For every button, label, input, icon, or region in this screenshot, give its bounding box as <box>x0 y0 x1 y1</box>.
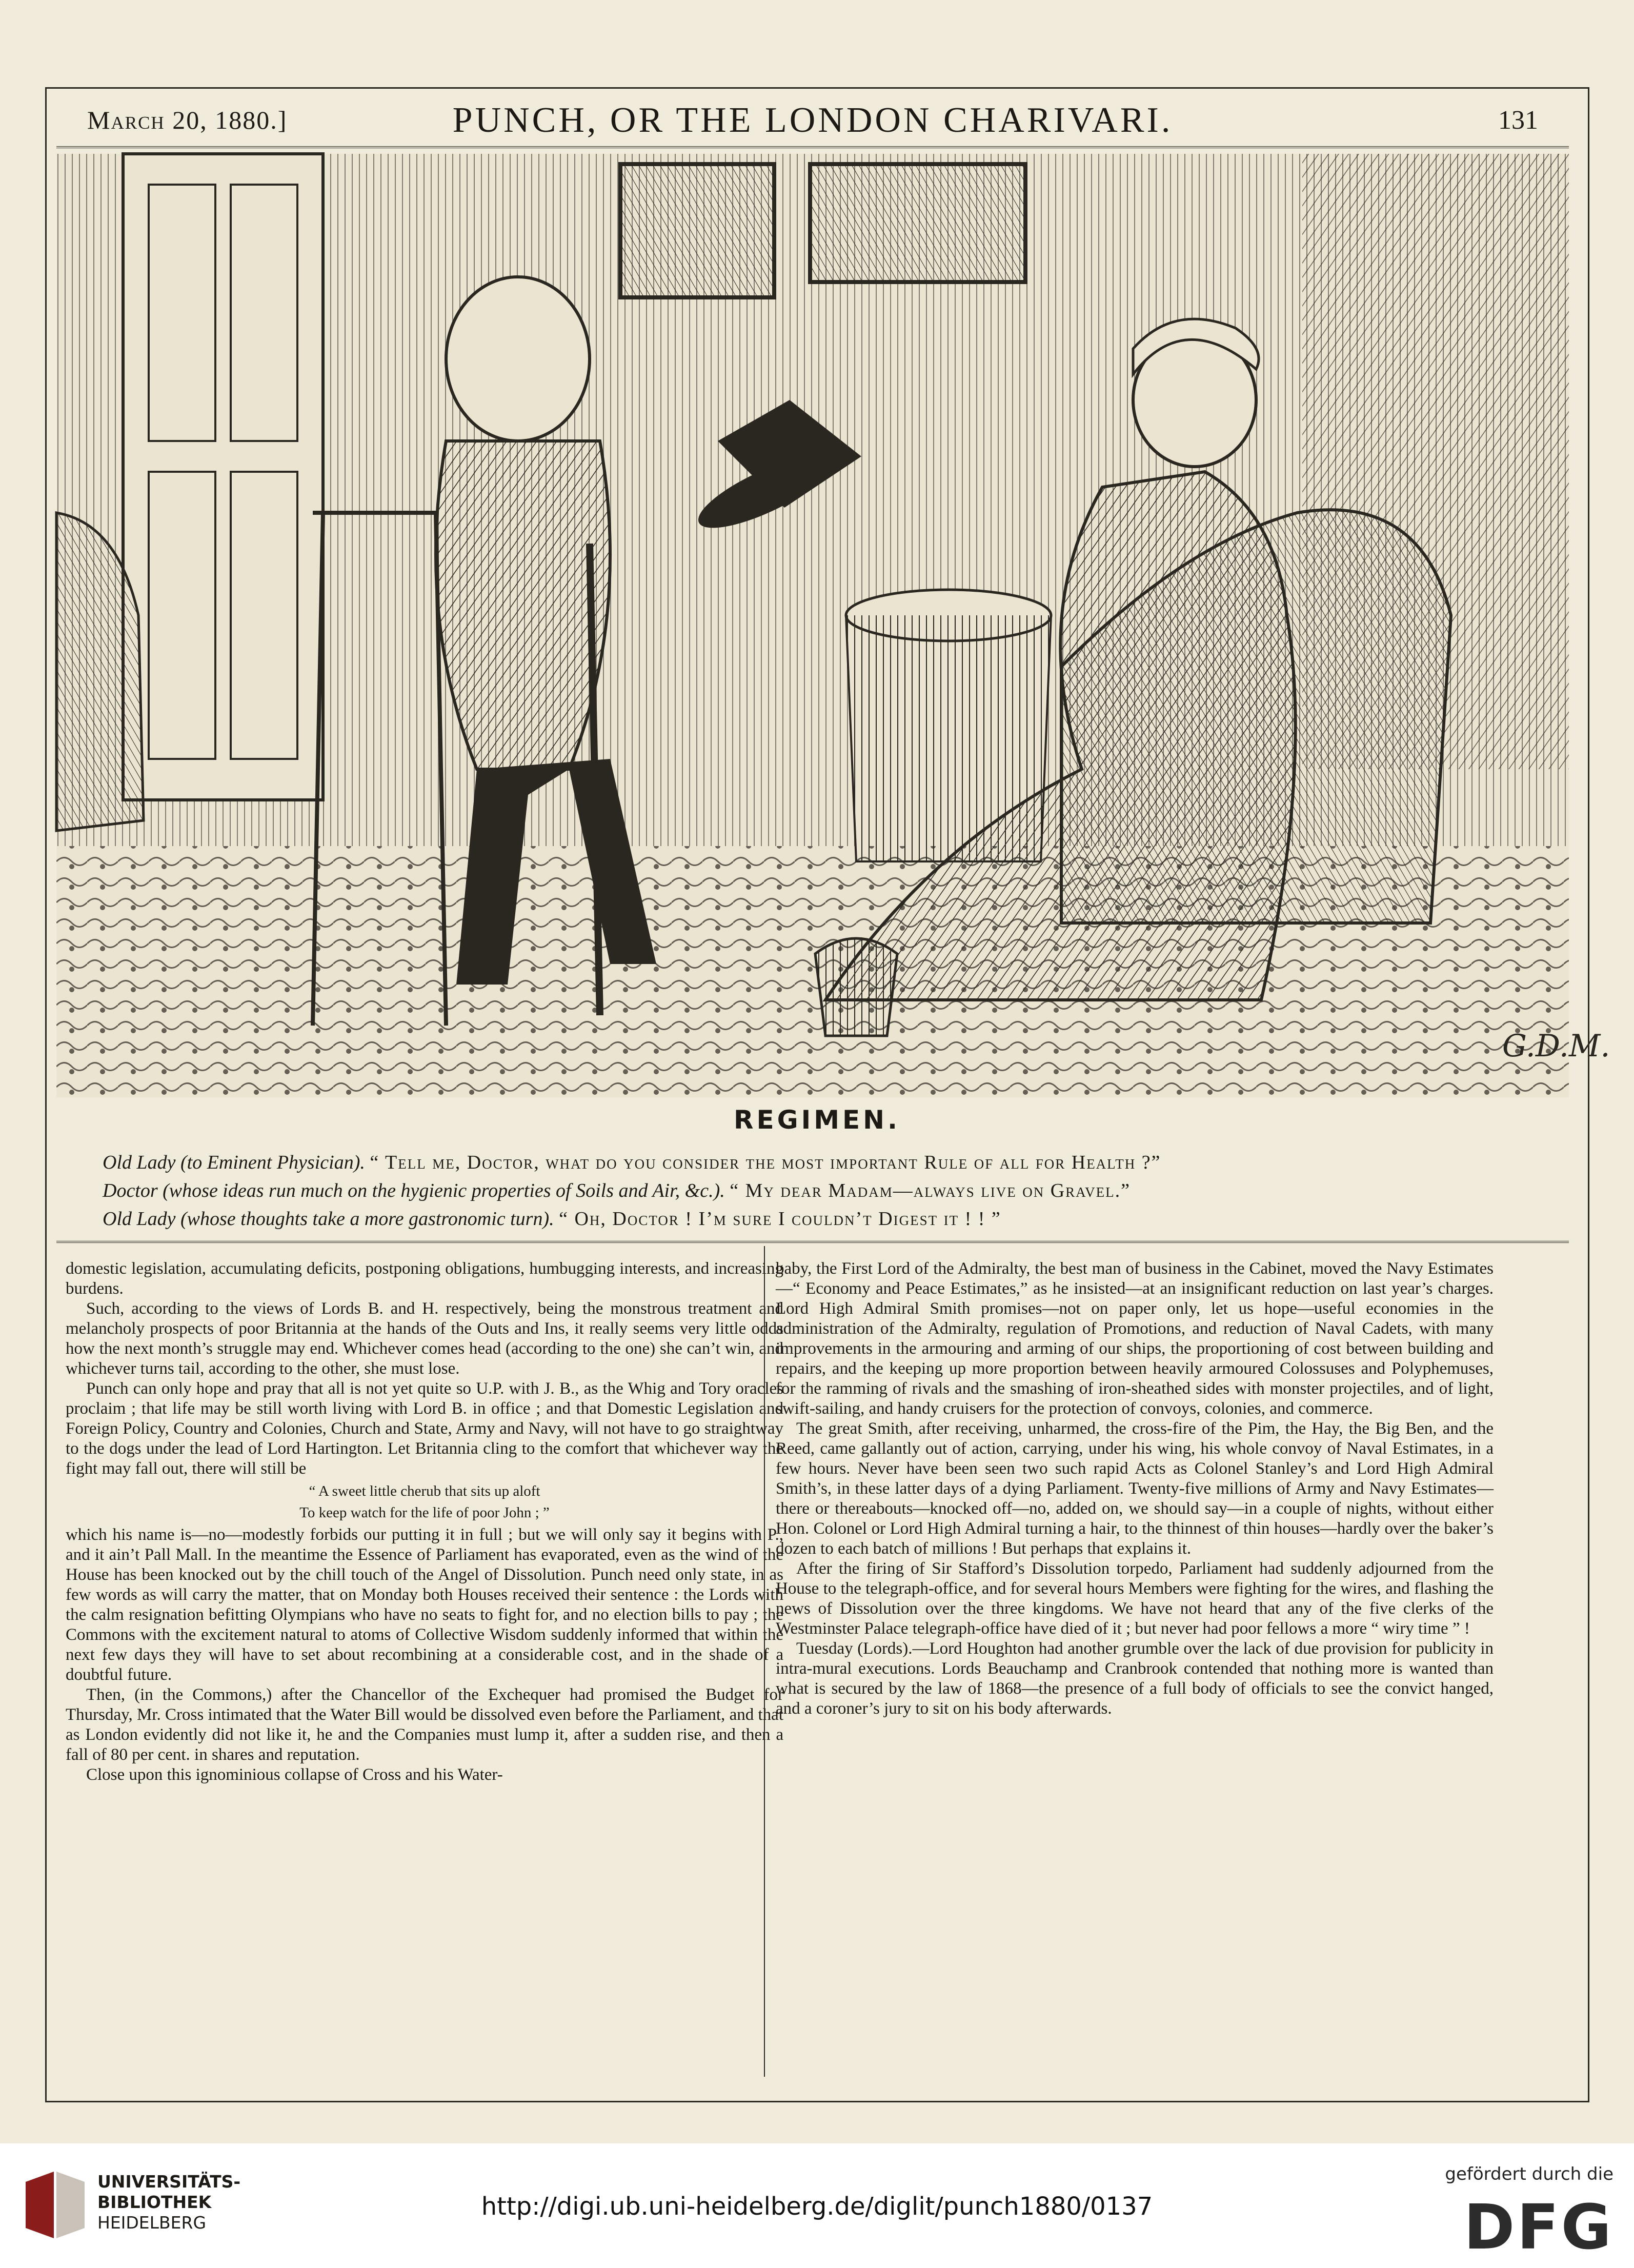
section-divider <box>56 1241 1569 1243</box>
svg-text:G.D.M.: G.D.M. <box>1502 1028 1610 1064</box>
source-url-link[interactable]: http://digi.ub.uni-heidelberg.de/diglit/punch1880/0137 <box>481 2192 1153 2221</box>
caption-quote: “ My dear Madam—always live on Gravel.” <box>730 1180 1131 1201</box>
left-column <box>66 1259 783 1785</box>
caption-line-3 <box>103 1208 1538 1230</box>
digitization-footer <box>0 2143 1634 2268</box>
issue-date: March 20, 1880.] <box>87 106 288 134</box>
paragraph: Tuesday (Lords).—Lord Houghton had another grumble over the lack of due provision for publicity in intra-mural executions. Lords Beauchamp and Cranbrook contended that nothing more is wanted than what is secured by the law of 1868—the presence of a full body of officials to see the convict hanged, and a coroner’s jury to sit on his body afterwards. <box>776 1639 1494 1718</box>
caption-note: (to Eminent Physician). <box>180 1152 365 1173</box>
verse-line: “ A sweet little cherub that sits up aloft <box>309 1483 540 1499</box>
caption-line-1 <box>103 1151 1538 1174</box>
funding-note: gefördert durch die <box>1445 2164 1613 2184</box>
page-number: 131 <box>1498 106 1538 135</box>
library-line: UNIVERSITÄTS- <box>97 2172 241 2192</box>
paragraph: Punch can only hope and pray that all is not yet quite so U.P. with J. B., as the Whig and Tory oracles proclaim ; that life may be still worth living with Lord B. in office ; and that Domestic Legislation and Foreign Policy, Country and Colonies, Church and State, Army and Navy, will not have to go straightway to the dogs under the lead of Lord Hartington. Let Britannia cling to the comfort that whichever way the fight may fall out, there will still be <box>66 1379 783 1478</box>
paragraph: Close upon this ignominious collapse of Cross and his Water- <box>86 1765 503 1784</box>
journal-title: PUNCH, OR THE LONDON CHARIVARI. <box>452 101 1173 140</box>
dfg-logo: DFG <box>1463 2192 1613 2263</box>
caption-note: (whose thoughts take a more gastronomic turn). <box>180 1208 554 1230</box>
cartoon-title: REGIMEN. <box>733 1105 901 1135</box>
paragraph: baby, the First Lord of the Admiralty, the best man of business in the Cabinet, moved the Navy Estimates—“ Economy and Peace Estimates,” as he insisted—at an insignificant reduction on last year’s charges. Lord High Admiral Smith promises—not on paper only, let us hope—useful economies in the administration of the Admiralty, regulation of Promotions, and reduction of Naval Cadets, with many improvements in the armouring and arming of our ships, the proportioning of cost between building and repairs, and the keeping up more proportion between heavily armoured Colossuses and Polyphemuses, for the ramming of rivals and the smashing of iron-sheathed sides with monster projectiles, and of light, swift-sailing, and handy cruisers for the protection of convoys, colonies, and commerce. <box>776 1259 1494 1418</box>
paragraph: After the firing of Sir Stafford’s Dissolution torpedo, Parliament had suddenly adjourned from the House to the telegraph-office, and for several hours Members were fighting for the wires, and flashing the news of Dissolution over the three kingdoms. We have not heard that any of the five clerks of the Westminster Palace telegraph-office have died of it ; but never had poor fellows a more “ wiry time ” ! <box>776 1559 1494 1638</box>
library-line: BIBLIOTHEK <box>97 2192 212 2212</box>
verse-line: To keep watch for the life of poor John ; ” <box>299 1504 550 1521</box>
caption-note: (whose ideas run much on the hygienic properties of Soils and Air, &c.). <box>163 1180 725 1201</box>
caption-speaker: Doctor <box>103 1180 158 1201</box>
paragraph: Such, according to the views of Lords B. and H. respectively, being the monstrous treatment and melancholy prospects of poor Britannia at the hands of the Outs and Ins, it really seems very little odds how the next month’s struggle may end. Whichever comes head (according to the one) she can’t win, and whichever turns tail, according to the other, she must lose. <box>66 1299 783 1378</box>
paragraph: domestic legislation, accumulating deficits, postponing obligations, humbugging interests, and increasing burdens. <box>66 1259 783 1298</box>
library-line: HEIDELBERG <box>97 2213 207 2233</box>
cartoon-illustration <box>56 154 1610 1097</box>
paragraph: Then, (in the Commons,) after the Chancellor of the Exchequer had promised the Budget for Thursday, Mr. Cross intimated that the Water Bill would be dissolved even before the Parliament, and that as London evidently did not like it, he and the Companies must lump it, after a sudden rise, and then a fall of 80 per cent. in shares and reputation. <box>66 1685 783 1764</box>
caption-quote: “ Oh, Doctor ! I’m sure I couldn’t Digest it ! ! ” <box>559 1208 1001 1230</box>
paragraph: which his name is—no—modestly forbids our putting it in full ; but we will only say it begins with P., and it ain’t Pall Mall. In the meantime the Essence of Parliament has evaporated, even as the wind of the House has been knocked out by the chill touch of the Angel of Dissolution. Punch need only state, in as few words as will carry the matter, that on Monday both Houses received their sentence : the Lords with the calm resignation befitting Olympians who have no seats to fight for, and no election bills to pay ; the Commons with the excitement natural to atoms of Collective Wisdom suddenly informed that within the next few days they will have to set about recombining at a considerable cost, and in the shade of a doubtful future. <box>66 1526 783 1684</box>
caption-line-2 <box>103 1179 1538 1202</box>
caption-quote: “ Tell me, Doctor, what do you consider the most important Rule of all for Health ?” <box>370 1152 1161 1173</box>
right-column <box>776 1259 1494 1719</box>
caption-speaker: Old Lady <box>103 1152 176 1173</box>
paragraph: The great Smith, after receiving, unharmed, the cross-fire of the Pim, the Hay, the Big Ben, and the Reed, came gallantly out of action, carrying, under his wing, his whole convoy of Naval Estimates, in a few hours. Never have been seen two such rapid Acts as Colonel Stanley’s and Lord High Admiral Smith’s, in these latter days of a dying Parliament. Twenty-five millions of Army and Navy Estimates—there or thereabouts—knocked off—no, added on, we should say—in a couple of nights, without either Hon. Colonel or Lord High Admiral turning a hair, to the thinnest of thin houses—hardly over the baker’s dozen to each batch of millions ! But perhaps that explains it. <box>776 1419 1494 1558</box>
caption-speaker: Old Lady <box>103 1208 176 1230</box>
page-header <box>56 100 1569 148</box>
column-rule <box>764 1246 765 2077</box>
